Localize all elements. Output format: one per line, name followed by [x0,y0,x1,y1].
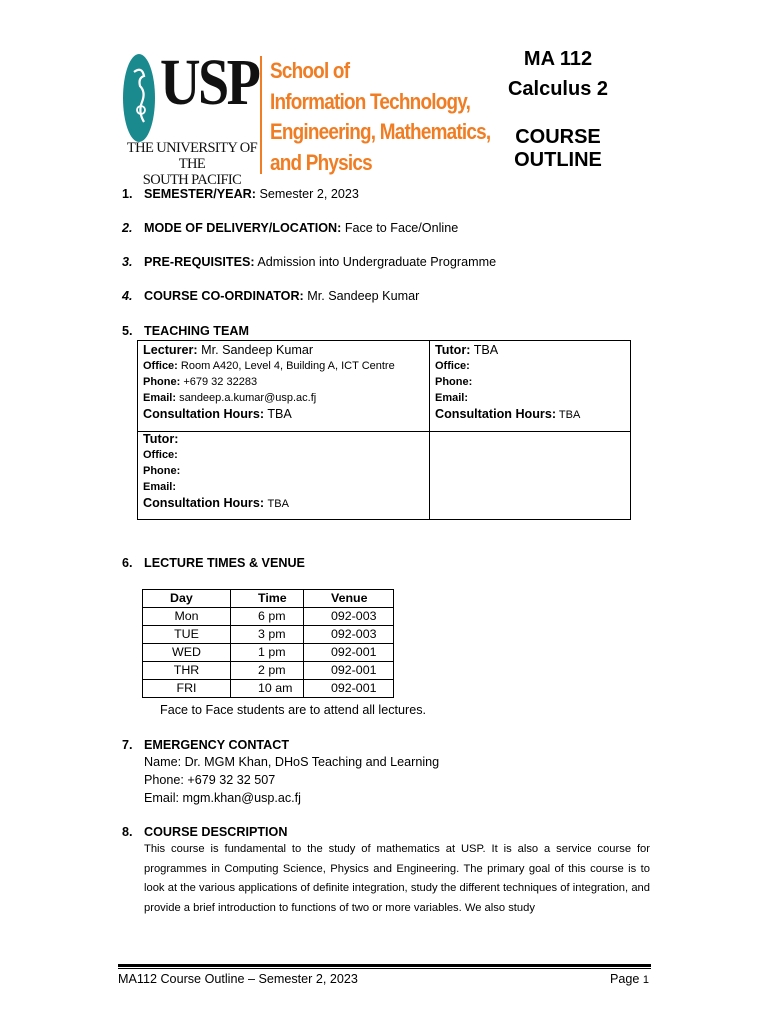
table-row: FRI 10 am 092-001 [143,680,394,698]
table-row: Mon 6 pm 092-003 [143,608,394,626]
course-name: Calculus 2 [507,78,609,100]
item-emergency: 7. EMERGENCY CONTACT [122,738,290,752]
page-number: Page 1 [610,972,650,986]
item-description: 8. COURSE DESCRIPTION [122,825,288,839]
usp-emblem-icon [122,52,156,144]
school-name: School of Information Technology, Engineering, Mathematics, and Physics [270,58,491,175]
item-teaching-team: 5. TEACHING TEAM [122,324,249,338]
university-name: THE UNIVERSITY OF THE SOUTH PACIFIC [126,140,258,188]
table-row: THR 2 pm 092-001 [143,662,394,680]
item-coordinator: 4. COURSE CO-ORDINATOR: Mr. Sandeep Kumar [122,289,420,303]
tutor-cell-2: Tutor: Office: Phone: Email: Consultation Hours: TBA [143,432,289,510]
teaching-team-table [137,340,631,520]
footer-title: MA112 Course Outline – Semester 2, 2023 [118,972,358,986]
emergency-name: Name: Dr. MGM Khan, DHoS Teaching and Learning [144,755,440,769]
usp-wordmark: USP [160,46,259,119]
footer-rule-thin [118,968,651,969]
emergency-email: Email: mgm.khan@usp.ac.fj [144,791,301,805]
item-semester: 1. SEMESTER/YEAR: Semester 2, 2023 [122,187,359,201]
course-description: This course is fundamental to the study of mathematics at USP. It is also a service course for programmes in Computing Science, Physics and Engineering. The primary goal of this course is to look at the various applications of definite integration, study the different techniques of integration, and provide a brief introduction to functions of two or more variables. We also study [144,843,650,914]
item-lecture-times: 6. LECTURE TIMES & VENUE [122,556,305,570]
document-title: COURSE OUTLINE [514,126,602,171]
lecture-note: Face to Face students are to attend all lectures. [160,703,427,717]
table-header-row: Day Time Venue [143,590,394,608]
footer-rule [118,964,651,967]
emergency-phone: Phone: +679 32 32 507 [144,773,276,787]
tutor-cell-1: Tutor: TBA Office: Phone: Email: Consultation Hours: TBA [435,343,581,421]
table-row: WED 1 pm 092-001 [143,644,394,662]
course-code: MA 112 [523,48,593,70]
table-row: TUE 3 pm 092-003 [143,626,394,644]
lecturer-cell: Lecturer: Mr. Sandeep Kumar Office: Room A420, Level 4, Building A, ICT Centre Phone: +679 32 32283 Email: sandeep.a.kumar@usp.ac.fj Consultation Hours: TBA [143,343,395,421]
item-mode: 2. MODE OF DELIVERY/LOCATION: Face to Face/Online [122,221,459,235]
item-prerequisites: 3. PRE-REQUISITES: Admission into Undergraduate Programme [122,255,497,269]
logo-divider [260,56,262,174]
lecture-times-table [142,589,394,698]
